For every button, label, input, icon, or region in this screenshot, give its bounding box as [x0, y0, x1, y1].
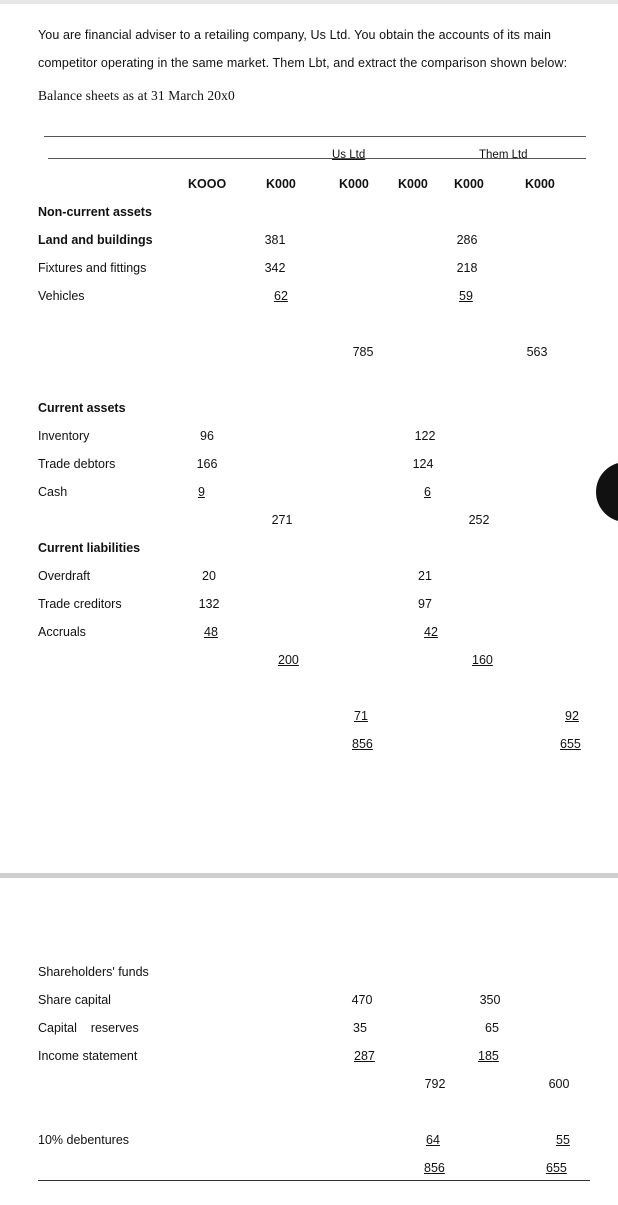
shareholders-funds-heading: Shareholders' funds: [38, 965, 149, 979]
debentures-them: 55: [556, 1133, 570, 1147]
net-assets-us: 856: [352, 737, 373, 751]
us-value: 20: [202, 569, 216, 583]
page-separator: [0, 873, 618, 878]
them-value: 21: [418, 569, 432, 583]
them-ltd-header: Them Ltd: [479, 149, 528, 161]
us-value: 96: [200, 429, 214, 443]
them-value: 65: [485, 1021, 499, 1035]
row-label: Overdraft: [38, 569, 91, 583]
row-label: Accruals: [38, 625, 86, 639]
row-label: Cash: [38, 485, 68, 499]
them-value: 124: [412, 457, 434, 471]
row-label: Trade creditors: [38, 597, 122, 611]
non-current-total-us: 785: [352, 345, 374, 359]
intro-line-2: competitor operating in the same market. Them Lbt, and extract the comparison shown below:: [38, 56, 568, 70]
current-liabilities-total-us: 200: [278, 653, 299, 667]
grand-total-them: 655: [546, 1161, 567, 1175]
col-header-6: K000: [525, 177, 555, 191]
non-current-heading: Non-current assets: [38, 205, 152, 219]
top-border: [0, 0, 618, 4]
us-value: 9: [198, 485, 205, 499]
col-header-5: K000: [454, 177, 484, 191]
balance-sheet-subtitle: Balance sheets as at 31 March 20x0: [38, 88, 235, 103]
col-header-3: K000: [339, 177, 369, 191]
net-assets-them: 655: [560, 737, 581, 751]
us-value: 132: [198, 597, 220, 611]
current-liabilities-heading: Current liabilities: [38, 541, 141, 555]
row-label: Inventory: [38, 429, 90, 443]
current-assets-total-us: 271: [271, 513, 293, 527]
them-value: 286: [456, 233, 478, 247]
grand-total-us: 856: [424, 1161, 445, 1175]
us-value: 48: [204, 625, 218, 639]
us-value: 166: [196, 457, 218, 471]
us-value: 470: [351, 993, 373, 1007]
them-value: 122: [414, 429, 436, 443]
us-value: 342: [264, 261, 286, 275]
them-value: 218: [456, 261, 478, 275]
them-value: 97: [418, 597, 432, 611]
non-current-total-them: 563: [526, 345, 548, 359]
row-label: Trade debtors: [38, 457, 116, 471]
us-ltd-header: Us Ltd: [332, 149, 366, 161]
them-value: 185: [478, 1049, 499, 1063]
row-label: Land and buildings: [38, 233, 153, 247]
row-label: Vehicles: [38, 289, 85, 303]
us-value: 287: [354, 1049, 375, 1063]
col-header-2: K000: [266, 177, 296, 191]
table-top-rule: [44, 136, 586, 137]
bottom-rule: [38, 1180, 590, 1181]
current-assets-heading: Current assets: [38, 401, 126, 415]
net-current-assets-them: 92: [565, 709, 579, 723]
them-value: 6: [424, 485, 431, 499]
current-assets-total-them: 252: [468, 513, 490, 527]
funds-total-them: 600: [548, 1077, 570, 1091]
us-value: 381: [264, 233, 286, 247]
us-value: 62: [274, 289, 288, 303]
them-value: 350: [479, 993, 501, 1007]
col-header-4: K000: [398, 177, 428, 191]
debentures-us: 64: [426, 1133, 440, 1147]
row-label: Share capital: [38, 993, 111, 1007]
row-label: Capital reserves: [38, 1021, 139, 1035]
current-liabilities-total-them: 160: [472, 653, 493, 667]
col-header-1: KOOO: [188, 177, 227, 191]
row-label: Fixtures and fittings: [38, 261, 147, 275]
debentures-label: 10% debentures: [38, 1133, 130, 1147]
us-value: 35: [353, 1021, 367, 1035]
them-value: 42: [424, 625, 438, 639]
dark-circle-overlay: [596, 462, 618, 522]
row-label: Income statement: [38, 1049, 138, 1063]
intro-line-1: You are financial adviser to a retailing company, Us Ltd. You obtain the accounts of its main: [38, 28, 552, 42]
funds-total-us: 792: [424, 1077, 446, 1091]
them-value: 59: [459, 289, 473, 303]
net-current-assets-us: 71: [354, 709, 368, 723]
